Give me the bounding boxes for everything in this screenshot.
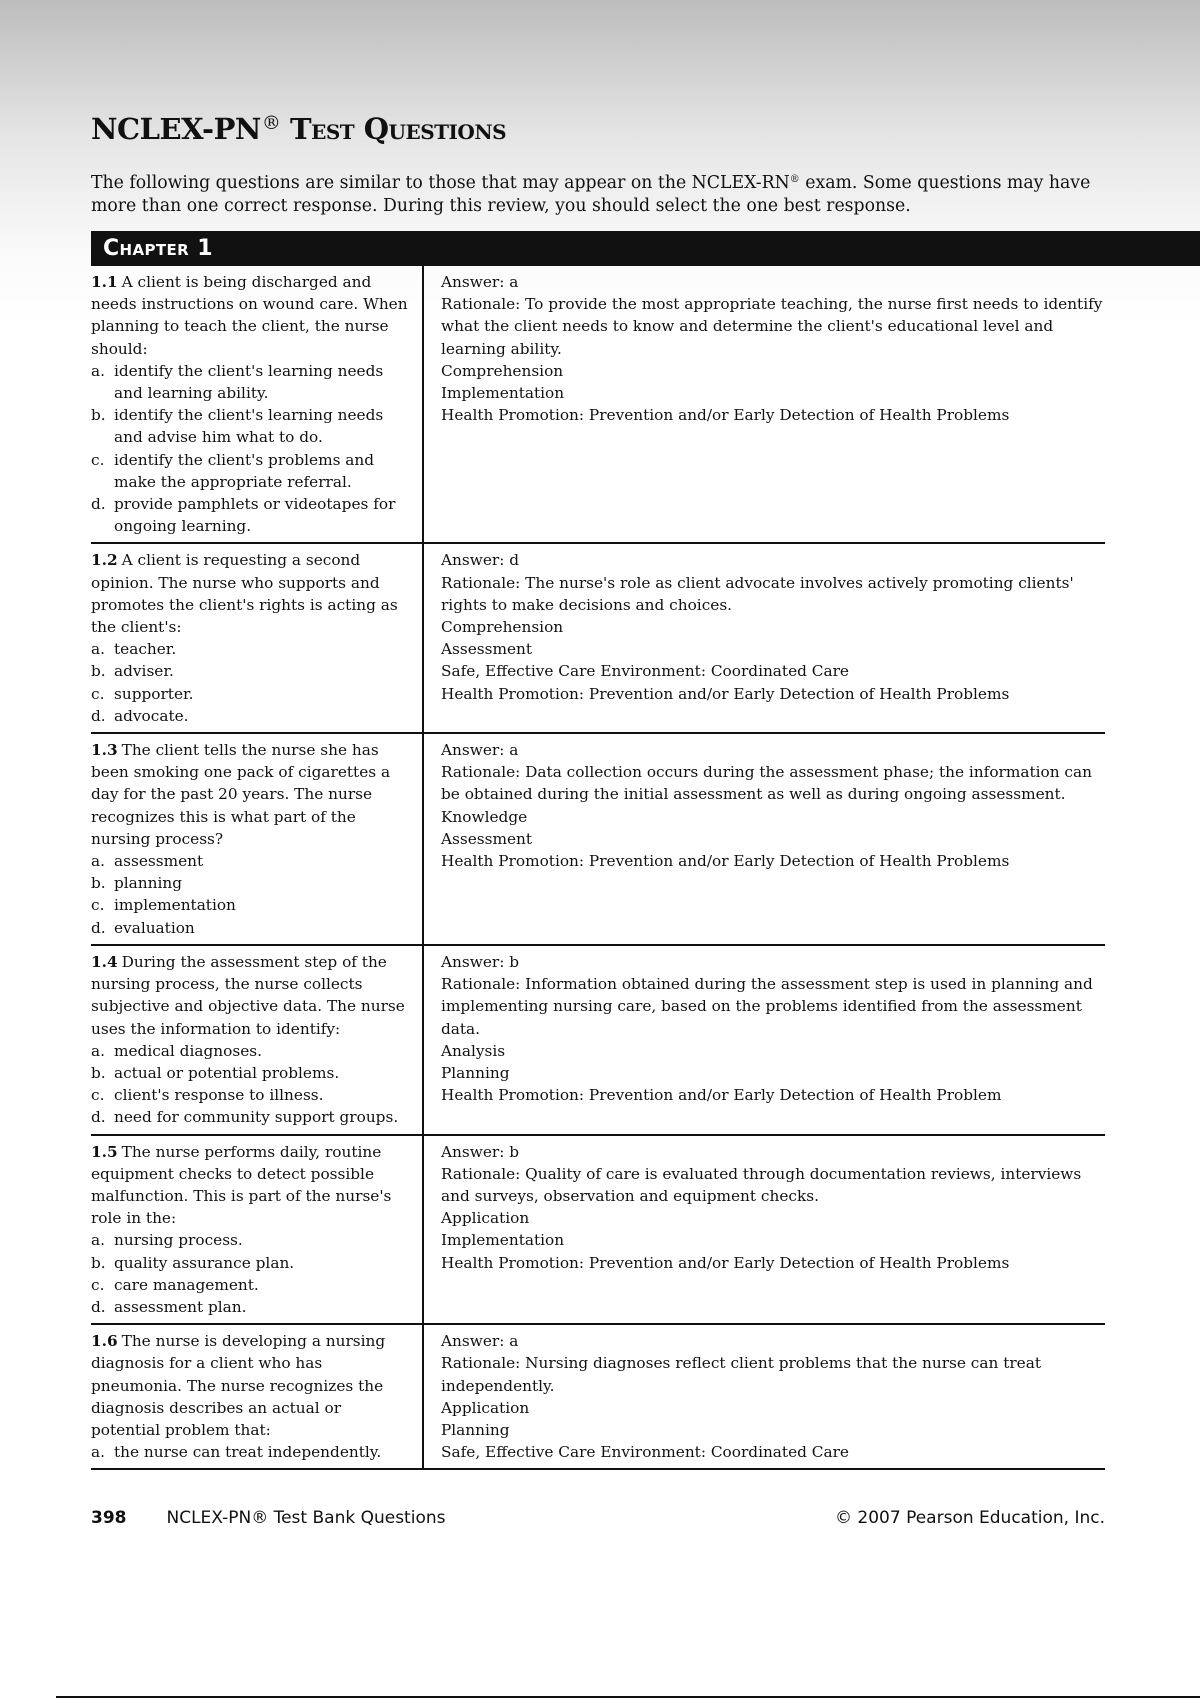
answer-option [91,1084,414,1106]
category-tag: Planning [441,1063,510,1082]
intro-text-start: The following questions are similar to those that may appear on the NCLEX-RN [91,173,790,193]
question-stem [91,1330,414,1441]
answer-option [91,1106,414,1128]
question-stem [91,739,414,850]
answer-option [91,1441,414,1463]
category-tag: Health Promotion: Prevention and/or Early Detection of Health Problems [441,684,1010,703]
question-text: The nurse performs daily, routine equipment checks to detect possible malfunction. This is part of the nurse's role in the: [91,1142,392,1228]
question-text: A client is being discharged and needs instructions on wound care. When planning to teach the client, the nurse should: [91,273,408,358]
option-text: identify the client's learning needs and learning ability. [114,361,384,403]
option-letter: b. [91,662,106,681]
rationale: Rationale: To provide the most appropriate teaching, the nurse first needs to identify what the client needs to know and determine the client's educational level and learning ability. [441,295,1103,358]
option-letter: b. [91,1253,106,1272]
rationale: Rationale: The nurse's role as client advocate involves actively promoting clients' rights to make decisions and choices. [441,573,1074,614]
intro-registered-mark: ® [789,174,800,185]
page-title [91,112,506,146]
question-cell [91,734,424,944]
category-tag: Health Promotion: Prevention and/or Early Detection of Health Problems [441,852,1010,871]
question-cell [91,1136,424,1324]
answer-option [91,1229,414,1251]
category-tag: Health Promotion: Prevention and/or Early Detection of Health Problem [441,1086,1002,1105]
chapter-header-bar [91,231,1200,266]
answer-cell [424,1325,1105,1468]
category-tag: Implementation [441,384,565,403]
answer-option [91,449,414,493]
question-stem [91,951,414,1040]
answer-option [91,404,414,448]
option-letter: a. [91,361,105,380]
answer-option [91,638,414,660]
question-number: 1.1 [91,273,118,291]
category-tag: Assessment [441,640,533,659]
question-cell [91,266,424,542]
option-text: implementation [114,896,236,915]
category-tag: Health Promotion: Prevention and/or Early Detection of Health Problems [441,406,1010,425]
answer-cell [424,946,1105,1134]
rationale: Rationale: Quality of care is evaluated through documentation reviews, interviews and surveys, observation and equipment checks. [441,1164,1082,1205]
question-text: The client tells the nurse she has been smoking one pack of cigarettes a day for the past 20 years. The nurse recognizes this is what part of the nursing process? [91,741,391,848]
option-letter: d. [91,495,106,514]
option-text: supporter. [114,684,194,703]
answer-option [91,917,414,939]
category-tag: Application [441,1209,530,1228]
option-text: evaluation [114,918,195,937]
category-tag: Assessment [441,829,533,848]
answer-option [91,894,414,916]
option-text: planning [114,874,183,893]
option-letter: a. [91,1231,105,1250]
option-text: medical diagnoses. [114,1041,262,1060]
table-row [91,734,1105,946]
category-tag: Comprehension [441,618,564,637]
question-text: The nurse is developing a nursing diagnosis for a client who has pneumonia. The nurse recognizes the diagnosis describes an actual or potential problem that: [91,1332,386,1439]
answer-key: Answer: a [441,273,519,291]
question-cell [91,544,424,732]
bottom-rule [56,1696,1200,1698]
option-text: quality assurance plan. [114,1253,295,1272]
question-stem [91,549,414,638]
question-number: 1.3 [91,741,118,760]
option-letter: c. [91,450,105,469]
answer-cell [424,544,1105,732]
answer-option [91,872,414,894]
question-number: 1.4 [91,952,118,971]
option-letter: c. [91,1275,105,1294]
question-cell [91,946,424,1134]
title-tail: Test Questions [290,112,507,146]
answer-key: Answer: b [441,952,520,971]
category-tag: Analysis [441,1041,506,1060]
question-stem [91,271,414,360]
option-letter: b. [91,1063,106,1082]
question-text: During the assessment step of the nursing process, the nurse collects subjective and objective data. The nurse uses the information to identify: [91,952,405,1038]
answer-key: Answer: a [441,741,519,760]
option-letter: c. [91,896,105,915]
answer-option [91,1296,414,1318]
answer-key: Answer: a [441,1332,519,1351]
rationale: Rationale: Data collection occurs during the assessment phase; the information can be obtained during the initial assessment as well as during ongoing assessment. [441,763,1092,804]
title-main: NCLEX-PN [91,112,261,146]
option-text: assessment [114,852,204,871]
answer-option [91,360,414,404]
option-letter: d. [91,918,106,937]
option-text: teacher. [114,640,177,659]
question-table [91,266,1105,1470]
answer-cell [424,1136,1105,1324]
option-letter: d. [91,1108,106,1127]
table-row [91,1136,1105,1326]
option-letter: c. [91,684,105,703]
question-number: 1.6 [91,1332,118,1351]
option-letter: d. [91,1297,106,1316]
option-text: client's response to illness. [114,1086,324,1105]
category-tag: Health Promotion: Prevention and/or Early Detection of Health Problems [441,1253,1010,1272]
table-row [91,946,1105,1136]
answer-option [91,850,414,872]
answer-key: Answer: d [441,551,520,570]
answer-option [91,705,414,727]
option-text: nursing process. [114,1231,243,1250]
option-text: identify the client's learning needs and advise him what to do. [114,406,384,447]
category-tag: Safe, Effective Care Environment: Coordinated Care [441,662,849,681]
option-text: need for community support groups. [114,1108,399,1127]
answer-option [91,660,414,682]
question-stem [91,1141,414,1230]
option-letter: a. [91,852,105,871]
answer-cell [424,266,1105,542]
answer-option [91,1252,414,1274]
page-number: 398 [91,1508,127,1528]
answer-key: Answer: b [441,1142,520,1161]
option-text: advocate. [114,706,189,725]
table-row [91,266,1105,544]
question-number: 1.2 [91,551,118,570]
copyright: © 2007 Pearson Education, Inc. [835,1508,1105,1528]
option-letter: b. [91,406,106,425]
option-text: care management. [114,1275,259,1294]
table-row [91,544,1105,734]
option-text: adviser. [114,662,174,681]
chapter-title: Chapter 1 [103,236,213,261]
answer-option [91,1040,414,1062]
rationale: Rationale: Information obtained during the assessment step is used in planning and implementing nursing care, based on the problems identified from the assessment data. [441,975,1093,1038]
category-tag: Implementation [441,1231,565,1250]
question-cell [91,1325,424,1468]
option-letter: c. [91,1086,105,1105]
question-text: A client is requesting a second opinion. The nurse who supports and promotes the client's rights is acting as the client's: [91,551,398,637]
option-text: provide pamphlets or videotapes for ongoing learning. [114,495,396,536]
book-title: NCLEX-PN® Test Bank Questions [166,1508,446,1528]
option-text: the nurse can treat independently. [114,1443,382,1462]
intro-paragraph [91,168,1111,218]
category-tag: Application [441,1398,530,1417]
registered-mark: ® [261,112,281,134]
category-tag: Knowledge [441,807,528,826]
intro-text-end: exam. Some questions may have more than one correct response. During this review, you should select the one best response. [91,173,1091,216]
page-footer [91,1508,1105,1528]
category-tag: Safe, Effective Care Environment: Coordinated Care [441,1443,849,1462]
answer-option [91,1274,414,1296]
rationale: Rationale: Nursing diagnoses reflect client problems that the nurse can treat independently. [441,1354,1041,1395]
option-letter: b. [91,874,106,893]
answer-option [91,683,414,705]
option-letter: a. [91,1443,105,1462]
option-letter: a. [91,1041,105,1060]
answer-option [91,493,414,537]
option-text: assessment plan. [114,1297,247,1316]
option-letter: a. [91,640,105,659]
answer-cell [424,734,1105,944]
option-text: identify the client's problems and make the appropriate referral. [114,450,375,491]
category-tag: Comprehension [441,361,564,380]
answer-option [91,1062,414,1084]
question-number: 1.5 [91,1142,118,1161]
table-row [91,1325,1105,1470]
option-text: actual or potential problems. [114,1063,340,1082]
category-tag: Planning [441,1420,510,1439]
option-letter: d. [91,706,106,725]
